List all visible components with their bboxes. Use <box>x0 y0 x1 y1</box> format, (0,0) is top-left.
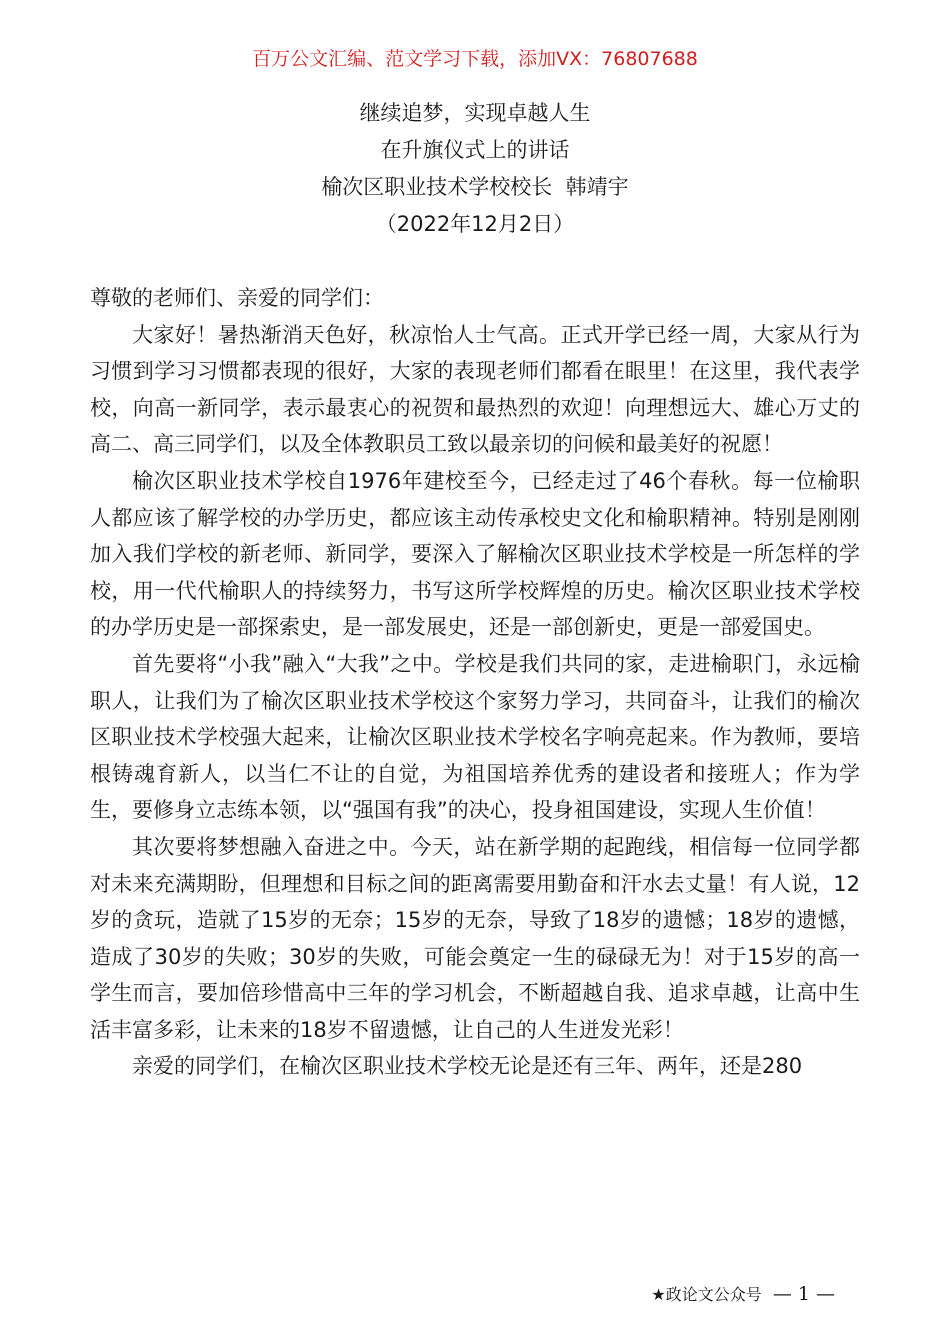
paragraph-3: 首先要将“小我”融入“大我”之中。学校是我们共同的家，走进榆职门，永远榆职人，让我们为了榆次区职业技术学校这个家努力学习，共同奋斗，让我们的榆次区职业技术学校强大起来，让榆次区职业技术学校名字响亮起来。作为教师，要培根铸魂育新人，以当仁不让的自觉，为祖国培养优秀的建设者和接班人；作为学生，要修身立志练本领，以“强国有我”的决心，投身祖国建设，实现人生价值！ <box>90 651 860 823</box>
speech-header <box>0 95 950 243</box>
salutation: 尊敬的老师们、亲爱的同学们： <box>90 286 384 310</box>
paragraph-1: 大家好！暑热渐消天色好，秋凉怡人士气高。正式开学已经一周，大家从行为习惯到学习习惯都表现的很好，大家的表现老师们都看在眼里！在这里，我代表学校，向高一新同学，表示最衷心的祝贺和最热烈的欢迎！向理想远大、雄心万丈的高二、高三同学们，以及全体教职员工致以最亲切的问候和最美好的祝愿！ <box>90 322 860 457</box>
speech-title: 继续追梦，实现卓越人生 <box>359 101 591 125</box>
speech-body <box>90 280 860 1085</box>
footer-source: ★政论文公众号 <box>651 1285 762 1304</box>
speech-speaker: 榆次区职业技术学校校长 韩靖宇 <box>321 175 629 199</box>
paragraph-2: 榆次区职业技术学校自1976年建校至今，已经走过了46个春秋。每一位榆职人都应该了解学校的办学历史，都应该主动传承校史文化和榆职精神。特别是刚刚加入我们学校的新老师、新同学，要深入了解榆次区职业技术学校是一所怎样的学校，用一代代榆职人的持续努力，书写这所学校辉煌的历史。榆次区职业技术学校的办学历史是一部探索史，是一部发展史，还是一部创新史，更是一部爱国史。 <box>90 468 860 640</box>
paragraph-5: 亲爱的同学们，在榆次区职业技术学校无论是还有三年、两年，还是280 <box>132 1054 803 1079</box>
paragraph-4: 其次要将梦想融入奋进之中。今天，站在新学期的起跑线，相信每一位同学都对未来充满期盼，但理想和目标之间的距离需要用勤奋和汗水去丈量！有人说，12岁的贪玩，造就了15岁的无奈；15岁的无奈，导致了18岁的遗憾；18岁的遗憾，造成了30岁的失败；30岁的失败，可能会奠定一生的碌碌无为！对于15岁的高一学生而言，要加倍珍惜高中三年的学习机会，不断超越自我、追求卓越，让高中生活丰富多彩，让未来的18岁不留遗憾，让自己的人生迸发光彩！ <box>90 834 860 1042</box>
page-number: — 1 — <box>772 1283 835 1305</box>
speech-date: （2022年12月2日） <box>375 212 575 236</box>
speech-subtitle: 在升旗仪式上的讲话 <box>380 138 570 162</box>
page-footer <box>651 1280 835 1309</box>
promo-banner: 百万公文汇编、范文学习下载，添加VX：76807688 <box>252 48 698 70</box>
